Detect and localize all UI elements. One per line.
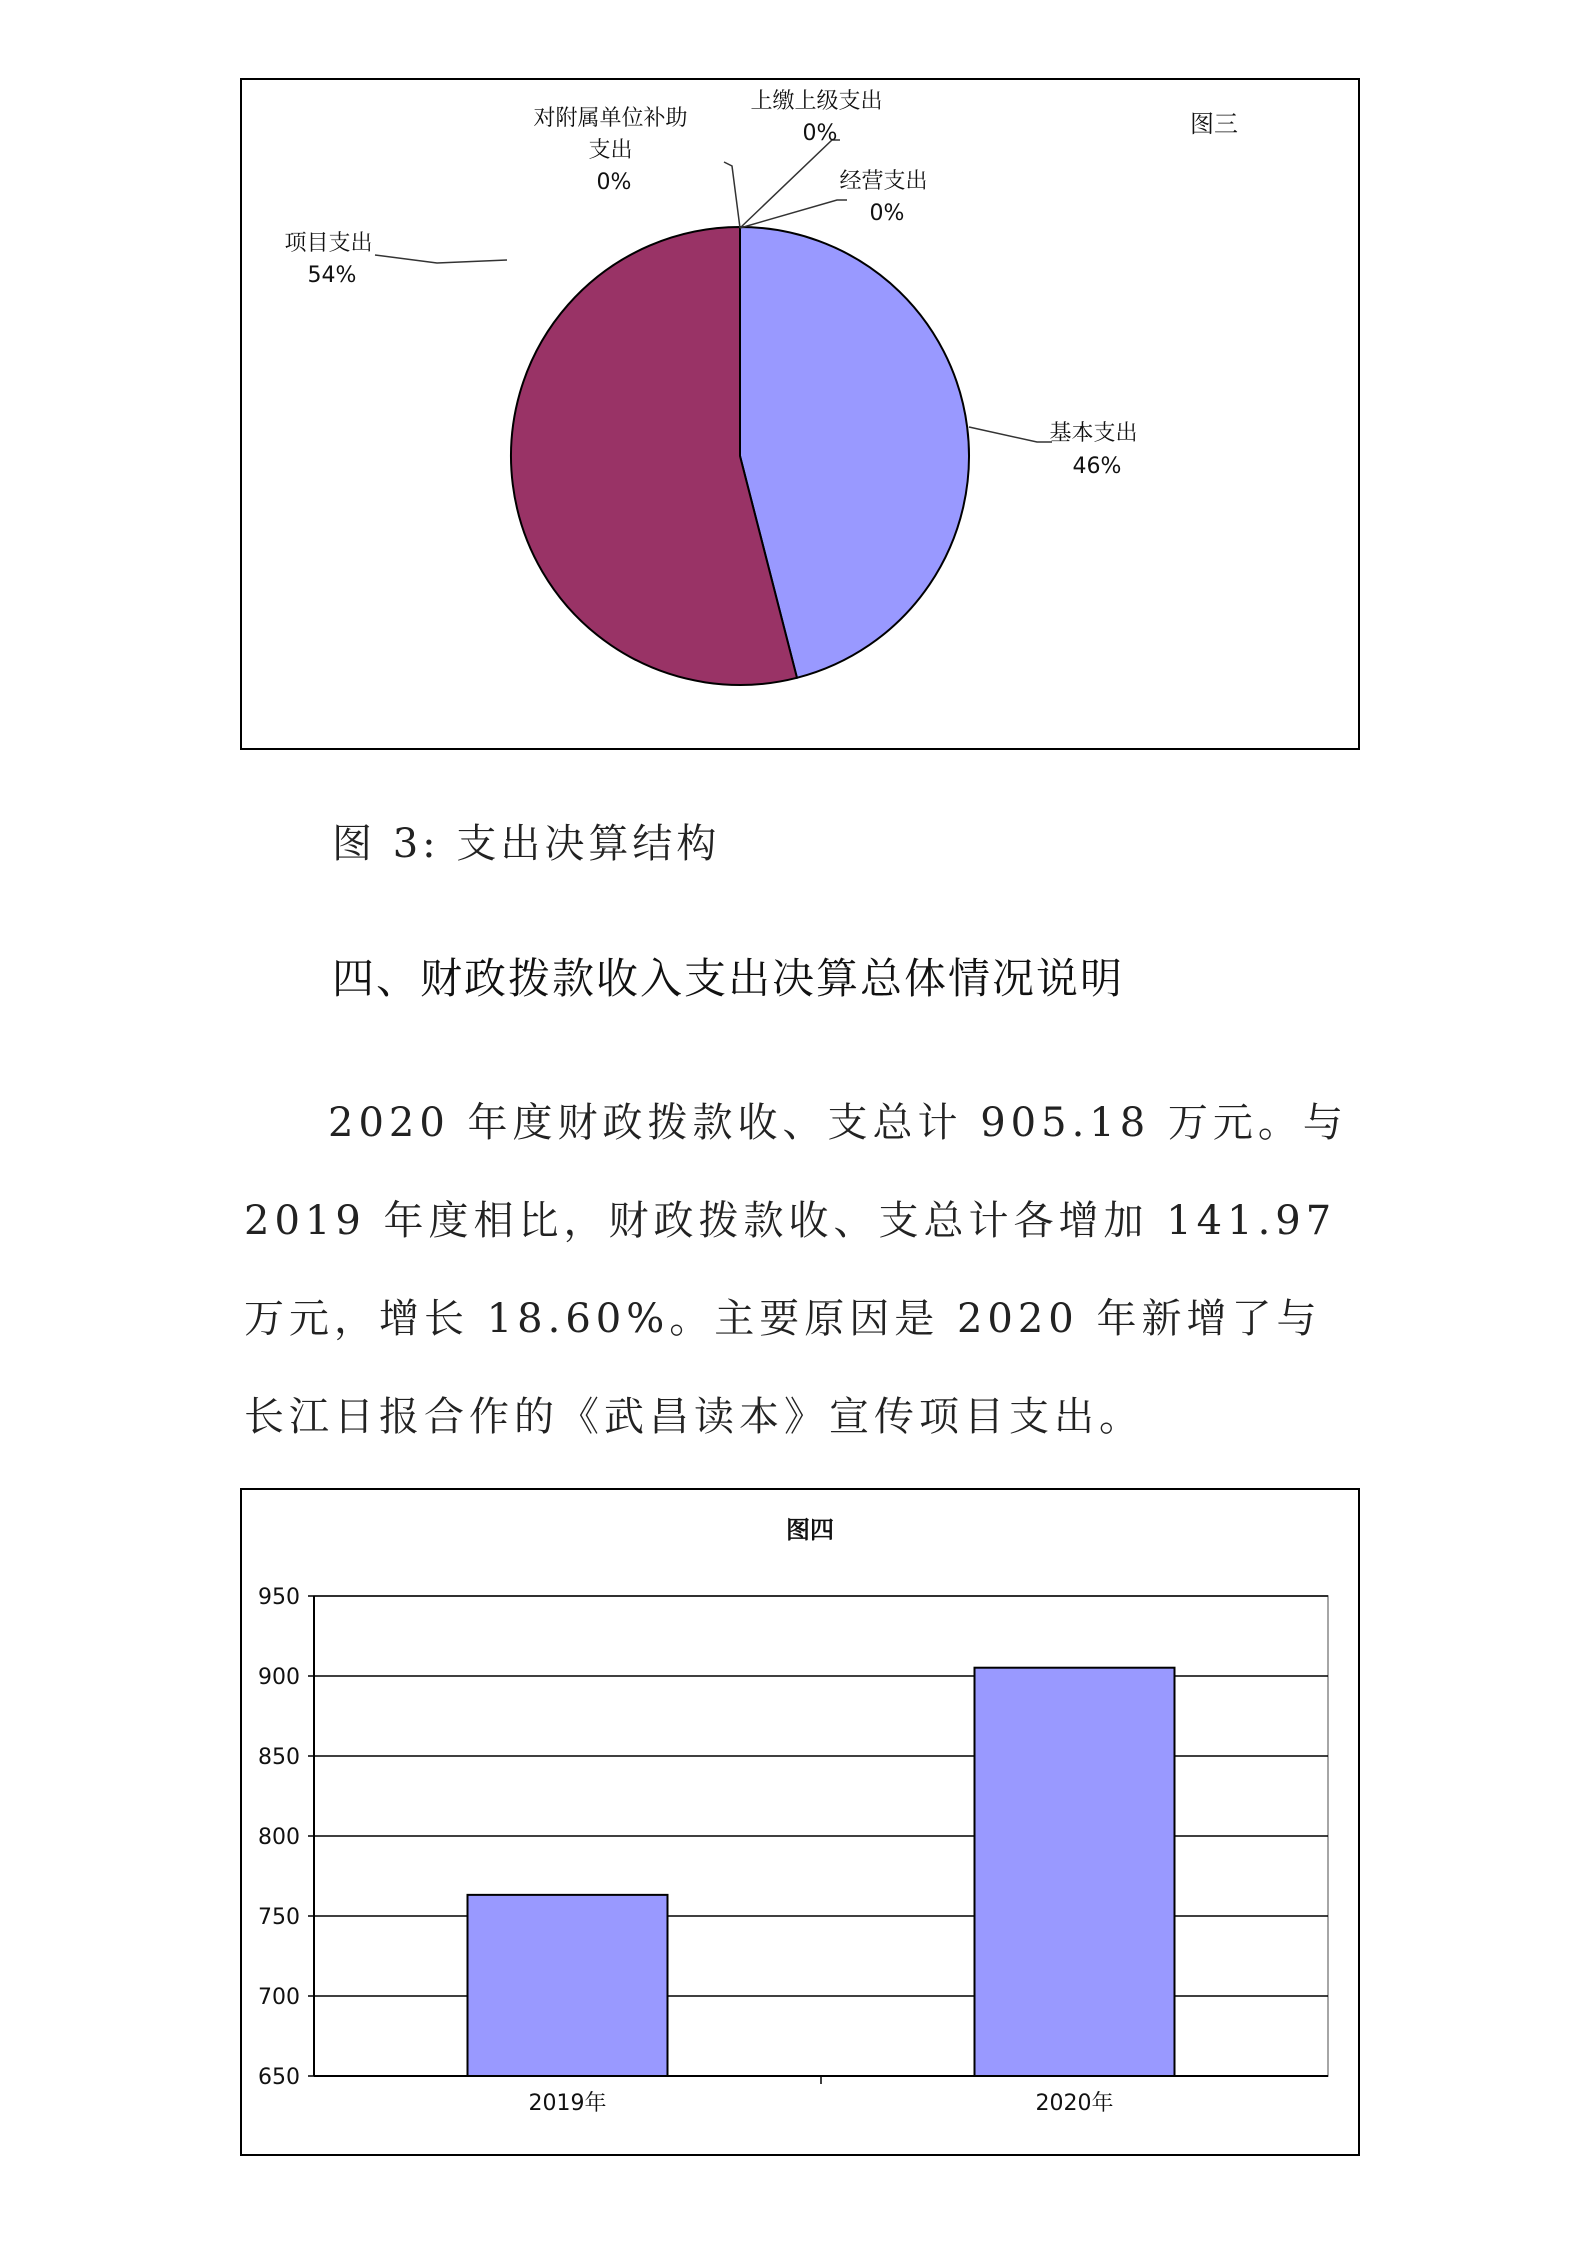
y-tick-label: 900 bbox=[258, 1665, 300, 1690]
x-tick-label: 2019年 bbox=[528, 2091, 607, 2116]
pie-chart-frame bbox=[240, 78, 1360, 750]
bar-chart bbox=[242, 1490, 1358, 2154]
bar-chart-title: 图四 bbox=[786, 1516, 834, 1544]
y-tick-label: 800 bbox=[258, 1825, 300, 1850]
pie-label-subsidy: 对附属单位补助 支出 0% bbox=[533, 106, 688, 195]
body-paragraph: 2020 年度财政拨款收、支总计 905.18 万元。与 2019 年度相比，财政拨款收、支总计各增加 141.97 万元，增长 18.60%。主要原因是 2020 年新增了与长江日报合作的《武昌读本》宣传项目支出。 bbox=[244, 1100, 1348, 1440]
leader-line-upper bbox=[740, 140, 840, 228]
y-tick-label: 750 bbox=[258, 1905, 300, 1930]
pie-slices bbox=[511, 227, 969, 685]
leader-line-operating bbox=[740, 200, 847, 228]
bar-chart-frame bbox=[240, 1488, 1360, 2156]
pie-chart-title: 图三 bbox=[1190, 110, 1238, 138]
bar-series bbox=[468, 1668, 1175, 2076]
bar-y-axis-ticks bbox=[258, 1585, 314, 2090]
pie-label-operating: 经营支出 0% bbox=[839, 169, 928, 226]
pie-label-project: 项目支出 54% bbox=[284, 231, 373, 288]
figure-caption: 图 3: 支出决算结构 bbox=[332, 821, 721, 867]
pie-label-upper: 上缴上级支出 0% bbox=[750, 89, 883, 146]
bar-x-axis-labels bbox=[529, 2076, 1114, 2116]
pie-chart bbox=[242, 80, 1358, 748]
x-tick-label: 2020年 bbox=[1035, 2091, 1114, 2116]
y-tick-label: 850 bbox=[258, 1745, 300, 1770]
y-tick-label: 650 bbox=[258, 2065, 300, 2090]
pie-label-basic: 基本支出 46% bbox=[1049, 421, 1138, 479]
y-tick-label: 950 bbox=[258, 1585, 300, 1610]
leader-line-basic bbox=[969, 427, 1052, 442]
bar-0 bbox=[468, 1895, 668, 2076]
leader-line-subsidy bbox=[724, 162, 740, 228]
bar-gridlines bbox=[314, 1596, 1328, 2076]
bar-1 bbox=[975, 1668, 1175, 2076]
section-heading: 四、财政拨款收入支出决算总体情况说明 bbox=[332, 954, 1125, 1003]
y-tick-label: 700 bbox=[258, 1985, 300, 2010]
leader-line-project bbox=[375, 255, 507, 263]
